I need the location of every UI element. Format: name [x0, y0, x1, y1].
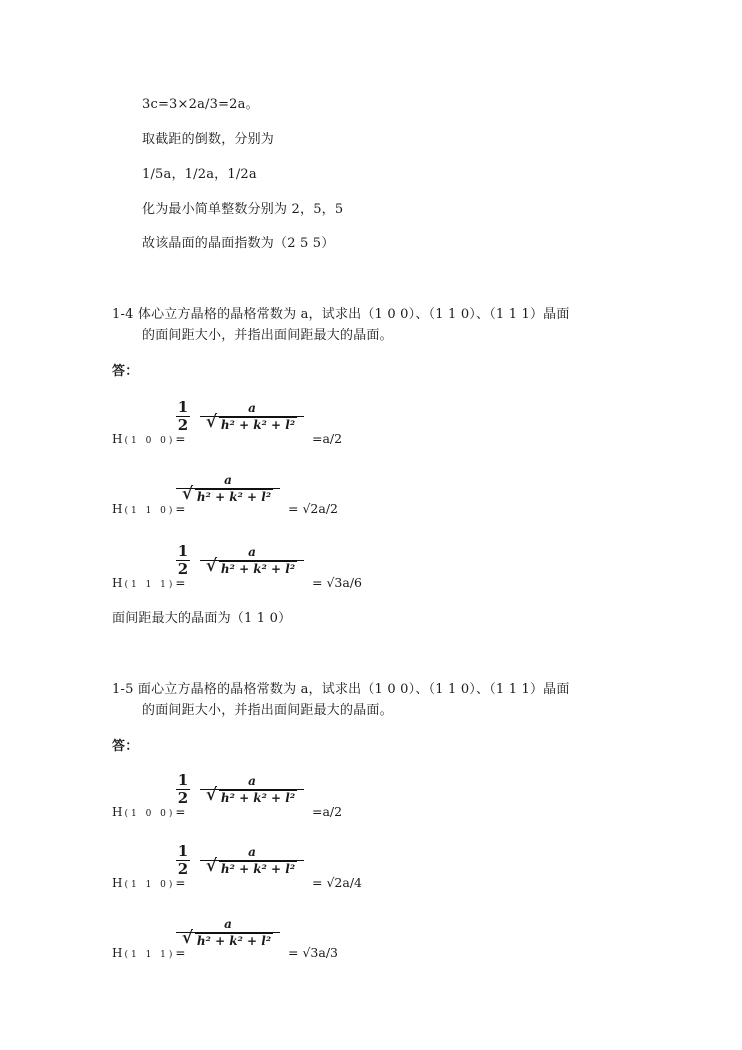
formula-result: =a/2	[312, 431, 343, 446]
formula-result: = √3a/3	[288, 945, 338, 960]
sqrt-symbol: √ h² + k² + l²	[207, 562, 297, 576]
formula-label: H (1 0 0)=	[112, 805, 186, 819]
question-1-5-title-cont: 的面间距大小，并指出面间距最大的晶面。	[142, 703, 393, 718]
formula-h111	[112, 540, 372, 590]
question-1-5-title: 1-5 面心立方晶格的晶格常数为 a，试求出（1 0 0）、（1 1 0）、（1 1 1）晶面	[112, 682, 570, 697]
answer-label: 答：	[112, 739, 139, 754]
sqrt-symbol: √ h² + k² + l²	[207, 862, 297, 876]
conclusion-text: 面间距最大的晶面为（1 1 0）	[112, 611, 292, 626]
answer-label: 答：	[112, 364, 139, 379]
formula-h100	[112, 769, 372, 819]
formula-h110	[112, 840, 372, 890]
question-1-4-title-cont: 的面间距大小，并指出面间距最大的晶面。	[142, 328, 393, 343]
fraction-half: $\frac{1}{2}$	[177, 398, 189, 434]
question-1-4-title: 1-4 体心立方晶格的晶格常数为 a，试求出（1 0 0）、（1 1 0）、（1 1 1）晶面	[112, 307, 570, 322]
fraction-half: $\frac{1}{2}$	[177, 771, 189, 807]
distance-fraction: a √ h² + k² + l²	[200, 846, 304, 876]
formula-label: H (1 0 0)=	[112, 432, 186, 446]
fraction-half: $\frac{1}{2}$	[177, 542, 189, 578]
formula-label: H (1 1 0)=	[112, 502, 186, 516]
formula-label: H (1 1 1)=	[112, 576, 186, 590]
distance-fraction: a √ h² + k² + l²	[200, 546, 304, 576]
formula-result: = √2a/4	[312, 875, 362, 890]
distance-fraction: a √ h² + k² + l²	[200, 775, 304, 805]
distance-fraction: a √ h² + k² + l²	[200, 402, 304, 432]
formula-h100	[112, 396, 372, 446]
formula-label: H (1 1 0)=	[112, 876, 186, 890]
text-line-reciprocal: 取截距的倒数，分别为	[142, 132, 275, 147]
formula-result: = √2a/2	[288, 501, 338, 516]
formula-h110	[112, 466, 372, 516]
sqrt-symbol: √ h² + k² + l²	[183, 934, 273, 948]
text-line-values: 1/5a，1/2a，1/2a	[142, 167, 257, 182]
sqrt-symbol: √ h² + k² + l²	[207, 791, 297, 805]
formula-label: H (1 1 1)=	[112, 946, 186, 960]
sqrt-symbol: √ h² + k² + l²	[183, 490, 273, 504]
formula-result: =a/2	[312, 804, 343, 819]
text-line-integers: 化为最小简单整数分别为 2，5，5	[142, 202, 344, 217]
formula-result: = √3a/6	[312, 575, 362, 590]
text-line-index: 故该晶面的晶面指数为（2 5 5）	[142, 236, 335, 251]
distance-fraction: a √ h² + k² + l²	[176, 918, 280, 948]
fraction-half: $\frac{1}{2}$	[177, 842, 189, 878]
formula-h111	[112, 910, 372, 960]
text-line-intercept: 3c=3×2a/3=2a。	[142, 97, 259, 112]
distance-fraction: a √ h² + k² + l²	[176, 474, 280, 504]
sqrt-symbol: √ h² + k² + l²	[207, 418, 297, 432]
